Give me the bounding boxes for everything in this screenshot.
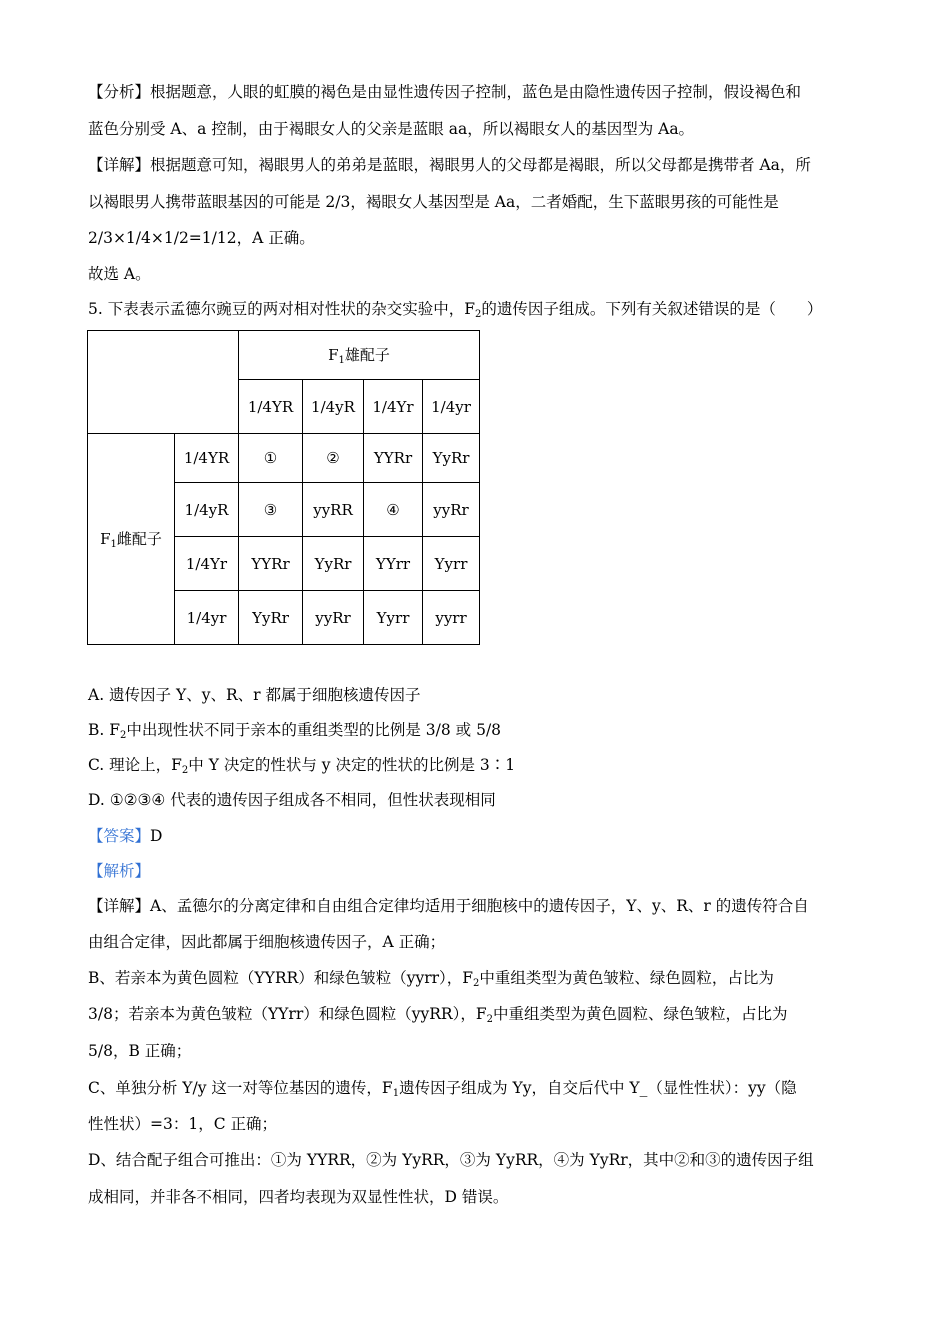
- table-cell: YYRr: [364, 434, 423, 483]
- column-header: 1/4Yr: [364, 380, 423, 434]
- option-a: A. 遗传因子 Y、y、R、r 都属于细胞核遗传因子: [88, 686, 421, 704]
- detail2-line-1: 【详解】A、孟德尔的分离定律和自由组合定律均适用于细胞核中的遗传因子，Y、y、R、r 的遗传符合自: [88, 897, 809, 915]
- row-header: 1/4yr: [175, 591, 239, 645]
- table-cell: yyRR: [303, 483, 364, 537]
- table-cell: yyrr: [423, 591, 480, 645]
- table-empty-corner: [88, 331, 239, 434]
- table-cell: YYrr: [364, 537, 423, 591]
- detail2-line-9: 成相同，并非各不相同，四者均表现为双显性性状，D 错误。: [88, 1188, 509, 1206]
- option-b: B. $F_2$中出现性状不同于亲本的重组类型的比例是 3/8 或 5/8: [88, 721, 502, 741]
- detail-tag: 【详解】: [88, 156, 151, 174]
- detail2-line-3: B、若亲本为黄色圆粒（YYRR）和绿色皱粒（yyrr），$F_2$中重组类型为黄色皱粒、绿色圆粒，占比为: [88, 969, 774, 989]
- row-header: 1/4yR: [175, 483, 239, 537]
- detail-text: 根据题意可知，褐眼男人的弟弟是蓝眼，褐眼男人的父母都是褐眼，所以父母都是携带者 Aa，所: [150, 156, 811, 174]
- detail-paragraph-line-2: 以褐眼男人携带蓝眼基因的可能是 2/3，褐眼女人基因型是 Aa，二者婚配，生下蓝眼男孩的可能性是: [88, 193, 779, 211]
- detail2-line-8: D、结合配子组合可推出：①为 YYRR，②为 YyRR，③为 YyRR，④为 YyRr，其中②和③的遗传因子组: [88, 1151, 814, 1169]
- choose-answer-line: 故选 A。: [88, 265, 151, 283]
- female-gamete-header: $F_1$雌配子: [88, 434, 175, 645]
- question-5-stem: 5. 下表表示孟德尔豌豆的两对相对性状的杂交实验中，$F_2$的遗传因子组成。下列有关叙述错误的是（ ）: [88, 300, 823, 320]
- table-cell: Yyrr: [364, 591, 423, 645]
- column-header: 1/4YR: [239, 380, 303, 434]
- table-cell: ④: [364, 483, 423, 537]
- detail2-line-4: 3/8；若亲本为黄色皱粒（YYrr）和绿色圆粒（yyRR），$F_2$中重组类型为黄色圆粒、绿色皱粒，占比为: [88, 1005, 788, 1025]
- detail-paragraph-line-3: 2/3×1/4×1/2=1/12，A 正确。: [88, 229, 315, 247]
- column-header: 1/4yR: [303, 380, 364, 434]
- option-c: C. 理论上，$F_2$中 Y 决定的性状与 y 决定的性状的比例是 3∶1: [88, 756, 516, 776]
- analysis-paragraph-line-1: [88, 82, 801, 102]
- detail2-line-2: 由组合定律，因此都属于细胞核遗传因子，A 正确；: [88, 933, 446, 951]
- gamete-combination-table: [87, 330, 480, 645]
- male-gamete-header: $F_1$雄配子: [239, 331, 480, 380]
- table-cell: ②: [303, 434, 364, 483]
- answer-line: [88, 826, 162, 846]
- column-header: 1/4yr: [423, 380, 480, 434]
- detail2-line-7: 性性状）=3：1，C 正确；: [88, 1115, 277, 1133]
- row-header: 1/4Yr: [175, 537, 239, 591]
- answer-value: D: [150, 827, 163, 845]
- table-cell: yyRr: [303, 591, 364, 645]
- analysis-paragraph-line-2: 蓝色分别受 A、a 控制，由于褐眼女人的父亲是蓝眼 aa，所以褐眼女人的基因型为 Aa。: [88, 120, 695, 138]
- table-cell: YyRr: [303, 537, 364, 591]
- analysis-text: 根据题意，人眼的虹膜的褐色是由显性遗传因子控制，蓝色是由隐性遗传因子控制，假设褐色和: [150, 83, 802, 101]
- table-cell: YyRr: [423, 434, 480, 483]
- option-d: D. ①②③④ 代表的遗传因子组成各不相同，但性状表现相同: [88, 791, 496, 809]
- table-cell: YyRr: [239, 591, 303, 645]
- detail2-line-5: 5/8，B 正确；: [88, 1042, 192, 1060]
- table-cell: ①: [239, 434, 303, 483]
- table-cell: Yyrr: [423, 537, 480, 591]
- analysis-tag-line: 【解析】: [88, 862, 151, 880]
- detail2-tag: 【详解】: [88, 897, 151, 915]
- answer-tag: 【答案】: [88, 827, 151, 845]
- table-cell: yyRr: [423, 483, 480, 537]
- table-cell: YYRr: [239, 537, 303, 591]
- detail2-line-6: C、单独分析 Y/y 这一对等位基因的遗传，$F_1$遗传因子组成为 Yy，自交后代中 Y_（显性性状）：yy（隐: [88, 1079, 797, 1099]
- table-cell: ③: [239, 483, 303, 537]
- analysis-tag: 【分析】: [88, 83, 151, 101]
- detail-paragraph-line-1: [88, 155, 811, 175]
- row-header: 1/4YR: [175, 434, 239, 483]
